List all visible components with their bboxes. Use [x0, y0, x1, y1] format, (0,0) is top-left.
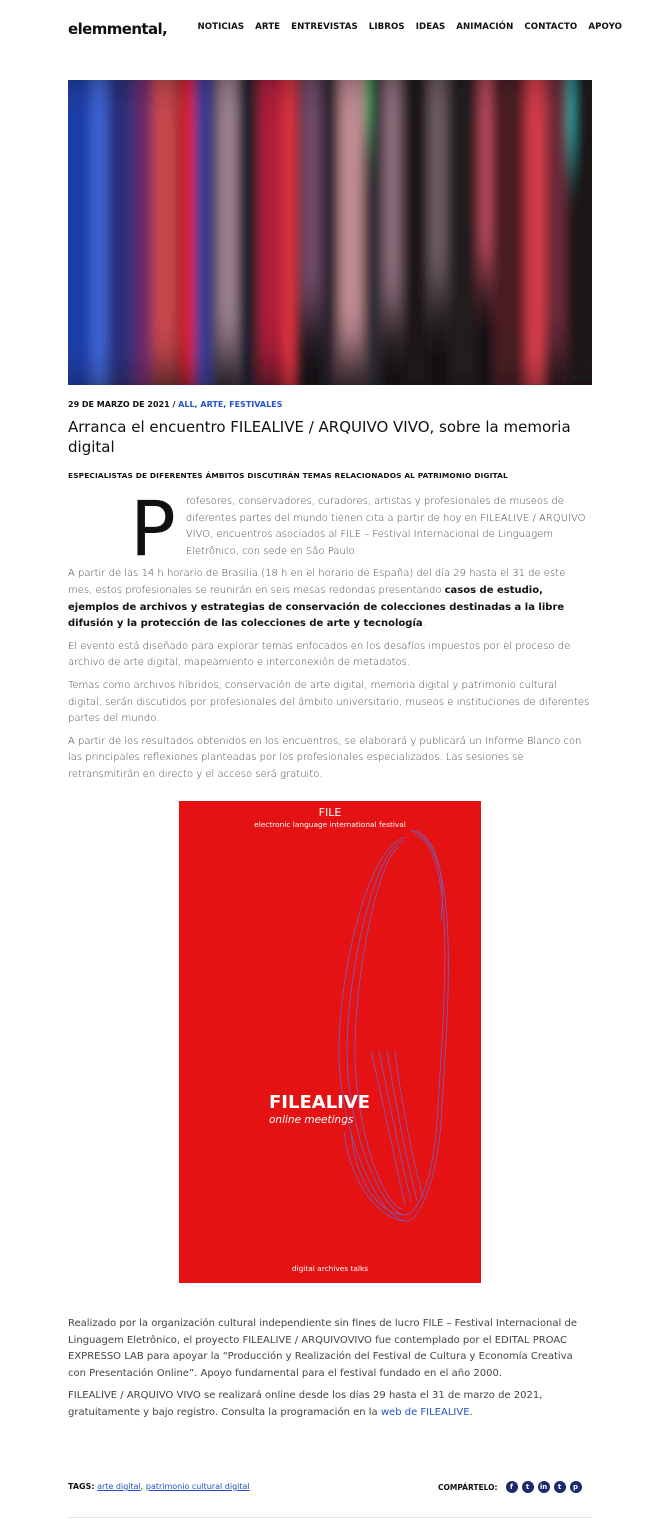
site-logo[interactable]: elemmental, [68, 20, 168, 38]
nav-item-arte[interactable]: ARTE [255, 22, 281, 32]
post-categories[interactable]: ALL, ARTE, FESTIVALES [178, 400, 283, 409]
nav-item-apoyo[interactable]: APOYO [588, 22, 622, 32]
paragraph-5: A partir de los resultados obtenidos en los encuentros, se elaborará y publicará un Informe Blanco con las principales reflexiones planteadas por los profesionales especializados. Las sesiones se retransmitirán en directo y el acceso será gratuito. [68, 735, 582, 780]
tags-label: TAGS: [68, 1482, 95, 1491]
paragraph-2-end: . [422, 618, 426, 630]
facebook-icon[interactable]: f [506, 1481, 518, 1493]
tags-separator: , [140, 1482, 146, 1491]
paragraph-4: Temas como archivos híbridos, conservación de arte digital, memoria digital y patrimonio cultural digital, serán discutidos por profesionales del ámbito universitario, museos e instituciones de diferentes partes del mundo. [68, 679, 590, 725]
post-body-2 [68, 1316, 592, 1428]
filealive-web-link[interactable]: web de FILEALIVE [380, 1406, 470, 1418]
nav-item-libros[interactable]: LIBROS [368, 22, 405, 32]
nav-item-noticias[interactable]: NOTICIAS [197, 22, 245, 32]
twitter-icon[interactable]: t [522, 1481, 534, 1493]
tag-link-patrimonio[interactable]: patrimonio cultural digital [145, 1482, 250, 1491]
post-tags [68, 1482, 250, 1491]
poster-wireframe-graphic [179, 801, 481, 1283]
paragraph-1 [68, 484, 592, 573]
paragraph-2-bold: casos de estudio, ejemplos de archivos y estrategias de conservación de colecciones destinadas a la libre difusión y la protección de las colecciones de arte y tecnología [68, 584, 565, 630]
post-body [68, 484, 592, 790]
paragraph-6: Realizado por la organización cultural independiente sin fines de lucro FILE – Festival Internacional de Linguagem Eletrônico, el proyecto FILEALIVE / ARQUIVOVIVO fue contemplado por el EDITAL PROAC EXPRESSO LAB para apoyar la “Producción y Realización del Festival de Cultura y Economía Creativa con Presentación Online”. Apoyo fundamental para el festival fundado en el año 2000. [68, 1318, 577, 1379]
poster-file-title: FILE [318, 806, 342, 819]
nav-item-contacto[interactable]: CONTACTO [524, 22, 578, 32]
meta-separator: / [169, 400, 179, 409]
nav-item-entrevistas[interactable]: ENTREVISTAS [291, 22, 358, 32]
share-label: COMPÁRTELO: [438, 1482, 498, 1492]
paragraph-3: El evento está diseñado para explorar temas enfocados en los desafíos impuestos por el proceso de archivo de arte digital, mapeamiento e interconexión de metadatos. [68, 640, 571, 669]
pinterest-icon[interactable]: p [570, 1481, 582, 1493]
filealive-poster [179, 801, 481, 1283]
paragraph-7-end: . [469, 1406, 473, 1418]
linkedin-icon[interactable]: in [538, 1481, 550, 1493]
paragraph-2-text: A partir de las 14 h horario de Brasilia (18 h en el horario de España) del día 29 hasta el 31 de este mes, estos profesionales se reunirán en seis mesas redondas presentando [68, 568, 566, 596]
paragraph-7 [68, 1388, 592, 1421]
poster-tagline: electronic language international festival [254, 820, 406, 829]
post-date: 29 DE MARZO DE 2021 [68, 400, 170, 409]
post-meta [68, 400, 282, 409]
poster-filealive: FILEALIVE [269, 1092, 371, 1113]
tag-link-arte-digital[interactable]: arte digital [97, 1482, 141, 1491]
drop-cap: P [130, 484, 176, 573]
paragraph-1-text: rofesores, conservadores, curadores, artistas y profesionales de museos de diferentes partes del mundo tienen cita a partir de hoy en FILEALIVE / ARQUIVO VIVO, encuentros asociados al FILE – Festival Internacional de Linguagem Eletrônico, con sede en São Paulo. [185, 496, 586, 557]
post-title: Arranca el encuentro FILEALIVE / ARQUIVO VIVO, sobre la memoria digital [68, 418, 571, 456]
paragraph-7-text: FILEALIVE / ARQUIVO VIVO se realizará online desde los días 29 hasta el 31 de marzo de 2021, gratuitamente y bajo registro. Consulta la programación en la [68, 1390, 543, 1418]
post-subtitle: ESPECIALISTAS DE DIFERENTES ÁMBITOS DISCUTIRÁN TEMAS RELACIONADOS AL PATRIMONIO DIGITAL [68, 471, 508, 480]
nav-item-ideas[interactable]: IDEAS [415, 22, 446, 32]
tumblr-icon[interactable]: t [554, 1481, 566, 1493]
poster-footer: digital archives talks [291, 1264, 369, 1273]
hero-image [68, 80, 592, 385]
poster-online-meetings: online meetings [269, 1114, 354, 1126]
footer-divider [68, 1517, 592, 1518]
share-bar [438, 1481, 582, 1493]
nav-item-animacion[interactable]: ANIMACIÓN [456, 22, 514, 32]
paragraph-2 [68, 566, 592, 632]
main-nav [197, 22, 622, 32]
